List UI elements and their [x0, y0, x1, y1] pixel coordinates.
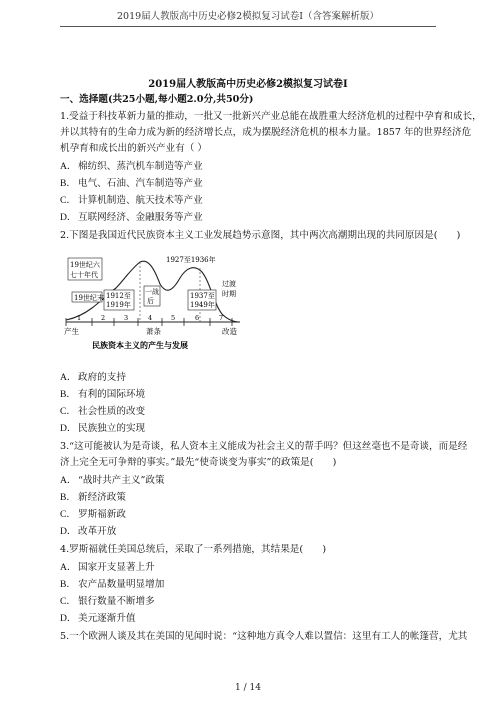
q3-option-a[interactable]: A．“战时共产主义”政策	[60, 475, 165, 486]
label-mid: 萧条	[146, 327, 161, 336]
label-1937-a: 1937至	[190, 292, 215, 300]
q4-line-1: 4.罗斯福就任美国总统后，采取了一系列措施，其结果是( )	[60, 544, 327, 555]
trend-diagram	[62, 252, 247, 367]
svg-text:2: 2	[101, 314, 106, 322]
svg-text:7: 7	[219, 314, 224, 322]
q1-option-b[interactable]: B． 电气、石油、汽车制造等产业	[60, 178, 203, 189]
q2-option-b[interactable]: B． 有利的国际环境	[60, 389, 146, 400]
segment-numbers	[77, 314, 223, 322]
svg-text:1: 1	[77, 314, 82, 322]
section-heading: 一、选择题(共25小题,每小题2.0分,共50分)	[60, 94, 254, 105]
label-late19: 19世纪末	[74, 294, 104, 302]
q4-option-b[interactable]: B． 农产品数量明显增加	[60, 579, 165, 590]
q2-line-1: 2.下图是我国近代民族资本主义工业发展趋势示意图，其中两次高潮期出现的共同原因是( )	[60, 230, 461, 241]
q2-option-c[interactable]: C． 社会性质的改变	[60, 406, 146, 417]
q3-line-1: 3.“这可能被认为是奇谈，私人资本主义能成为社会主义的帮手吗？但这丝毫也不是奇谈，而是经	[60, 441, 468, 452]
q1-line-2: 并以其特有的生命力成为新的经济增长点，成为摆脱经济危机的根本力量。1857 年的世界经济危	[60, 127, 472, 138]
label-start: 产生	[64, 327, 79, 336]
label-peak2: 1927至1936年	[166, 256, 216, 264]
svg-text:4: 4	[148, 314, 153, 322]
label-end: 改造	[222, 327, 237, 336]
q5-line-1: 5.一个欧洲人谈及其在美国的见闻时说：“这种地方真令人难以置信：这里有工人的帐篷营，尤其	[60, 631, 468, 642]
q1-option-c[interactable]: C． 计算机制造、航天技术等产业	[60, 195, 203, 206]
page-header: 2019届人教版高中历史必修2模拟复习试卷Ⅰ（含答案解析版）	[60, 10, 436, 27]
q1-line-1: 1.受益于科技革新力量的推动，一批又一批新兴产业总能在战胜重大经济危机的过程中孕育和成长，	[60, 111, 482, 122]
diagram-caption: 民族资本主义的产生与发展	[92, 340, 188, 350]
svg-text:5: 5	[171, 314, 176, 322]
q2-option-d[interactable]: D．民族独立的实现	[60, 423, 146, 434]
label-early-1: 19世纪六	[70, 261, 100, 269]
label-war-2: 后	[147, 297, 154, 305]
svg-text:3: 3	[124, 314, 129, 322]
q3-option-d[interactable]: D．改革开放	[60, 526, 117, 537]
q4-option-a[interactable]: A．国家开支显著上升	[60, 562, 155, 573]
svg-text:6: 6	[195, 314, 200, 322]
label-1912-b: 1919年	[106, 301, 131, 309]
label-trans-1: 过渡	[222, 280, 236, 288]
q4-option-c[interactable]: C． 银行数量不断增多	[60, 596, 155, 607]
label-war-1: 一战	[145, 288, 159, 296]
label-trans-2: 时期	[222, 290, 236, 298]
label-early-2: 七十年代	[70, 271, 98, 279]
page-number: 1 / 14	[235, 683, 261, 693]
q1-option-a[interactable]: A．棉纺织、蒸汽机车制造等产业	[60, 161, 203, 172]
q2-option-a[interactable]: A．政府的支持	[60, 372, 126, 383]
q3-line-2: 济上完全无可争辩的事实。”最先“使奇谈变为事实”的政策是( )	[60, 457, 337, 468]
q3-option-c[interactable]: C． 罗斯福新政	[60, 509, 126, 520]
label-1937-b: 1949年	[190, 301, 215, 309]
q1-line-3: 机孕育和成长出的新兴产业有（ ）	[60, 143, 207, 154]
label-1912-a: 1912至	[106, 292, 131, 300]
q3-option-b[interactable]: B． 新经济政策	[60, 492, 126, 503]
document-title: 2019届人教版高中历史必修2模拟复习试卷Ⅰ	[148, 79, 348, 90]
q1-option-d[interactable]: D．互联网经济、金融服务等产业	[60, 212, 203, 223]
q4-option-d[interactable]: D．美元逐渐升值	[60, 613, 136, 624]
